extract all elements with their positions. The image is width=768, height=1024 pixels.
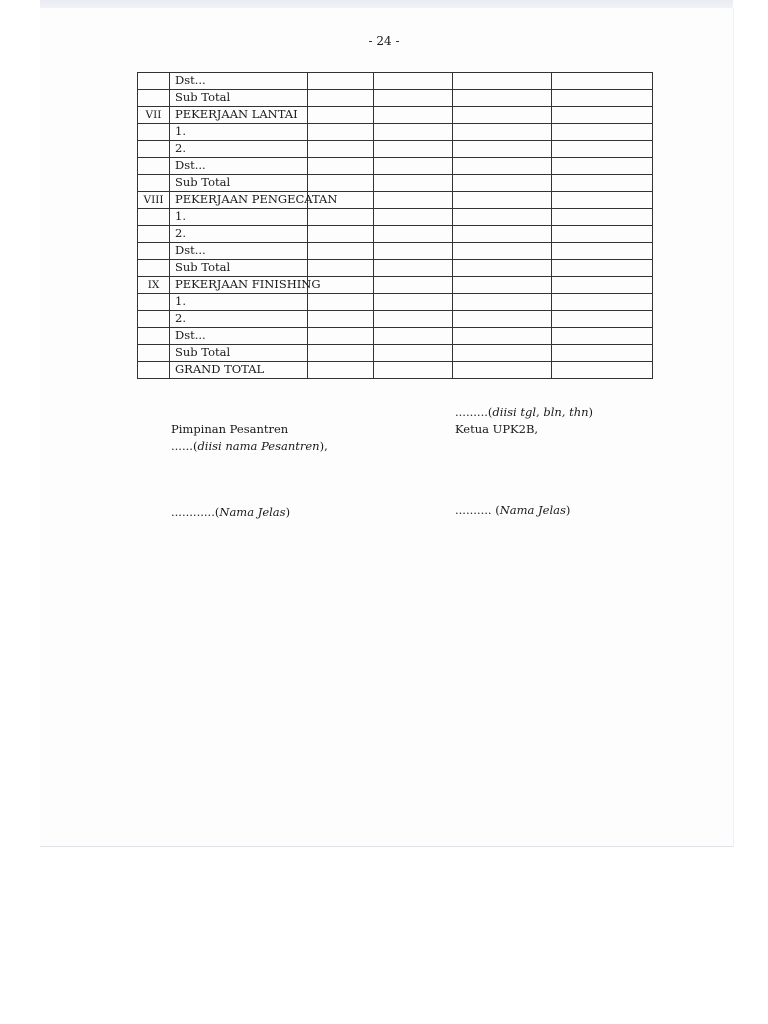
empty-value-cell xyxy=(453,243,552,260)
row-number-cell xyxy=(138,362,170,379)
page-number: - 24 - xyxy=(368,34,400,48)
row-number-cell xyxy=(138,141,170,158)
empty-value-cell xyxy=(374,192,453,209)
right-signer-title: Ketua UPK2B, xyxy=(455,422,539,436)
empty-value-cell xyxy=(552,192,653,209)
description-cell: Dst... xyxy=(170,243,308,260)
empty-value-cell xyxy=(552,209,653,226)
empty-value-cell xyxy=(374,90,453,107)
empty-value-cell xyxy=(374,260,453,277)
empty-value-cell xyxy=(453,277,552,294)
empty-value-cell xyxy=(453,90,552,107)
row-number-cell: VII xyxy=(138,107,170,124)
description-cell: PEKERJAAN PENGECATAN xyxy=(170,192,308,209)
empty-value-cell xyxy=(552,141,653,158)
empty-value-cell xyxy=(552,294,653,311)
empty-value-cell xyxy=(552,175,653,192)
description-cell: Sub Total xyxy=(170,175,308,192)
table-row xyxy=(138,294,653,311)
table-row xyxy=(138,124,653,141)
empty-value-cell xyxy=(374,73,453,90)
empty-value-cell xyxy=(453,311,552,328)
row-number-cell xyxy=(138,294,170,311)
empty-value-cell xyxy=(552,345,653,362)
row-number-cell xyxy=(138,260,170,277)
empty-value-cell xyxy=(308,311,374,328)
row-number-cell xyxy=(138,209,170,226)
empty-value-cell xyxy=(308,209,374,226)
empty-value-cell xyxy=(308,90,374,107)
empty-value-cell xyxy=(374,345,453,362)
empty-value-cell xyxy=(453,209,552,226)
empty-value-cell xyxy=(374,243,453,260)
description-cell: Dst... xyxy=(170,73,308,90)
empty-value-cell xyxy=(308,243,374,260)
table-body xyxy=(138,73,653,379)
table-row xyxy=(138,90,653,107)
empty-value-cell xyxy=(453,73,552,90)
empty-value-cell xyxy=(374,107,453,124)
row-number-cell: IX xyxy=(138,277,170,294)
empty-value-cell xyxy=(308,158,374,175)
table-row xyxy=(138,107,653,124)
empty-value-cell xyxy=(308,294,374,311)
empty-value-cell xyxy=(552,243,653,260)
left-name-placeholder: Nama Jelas xyxy=(219,505,286,519)
left-name-dots: ............ xyxy=(171,505,215,519)
empty-value-cell xyxy=(374,277,453,294)
row-number-cell xyxy=(138,328,170,345)
date-dots: ......... xyxy=(455,405,488,419)
table-row xyxy=(138,243,653,260)
empty-value-cell xyxy=(552,362,653,379)
empty-value-cell xyxy=(552,260,653,277)
left-signer-name-line: ............(Nama Jelas) xyxy=(171,505,291,519)
row-number-cell xyxy=(138,158,170,175)
description-cell: Sub Total xyxy=(170,260,308,277)
description-cell: 1. xyxy=(170,124,308,141)
empty-value-cell xyxy=(453,328,552,345)
empty-value-cell xyxy=(552,124,653,141)
empty-value-cell xyxy=(308,124,374,141)
description-cell: 2. xyxy=(170,226,308,243)
description-cell: PEKERJAAN LANTAI xyxy=(170,107,308,124)
description-cell: Dst... xyxy=(170,328,308,345)
table-row xyxy=(138,345,653,362)
table-row xyxy=(138,277,653,294)
empty-value-cell xyxy=(374,328,453,345)
table-row xyxy=(138,175,653,192)
description-cell: Sub Total xyxy=(170,345,308,362)
table-row xyxy=(138,73,653,90)
empty-value-cell xyxy=(453,345,552,362)
description-cell: Dst... xyxy=(170,158,308,175)
description-cell: GRAND TOTAL xyxy=(170,362,308,379)
empty-value-cell xyxy=(374,311,453,328)
empty-value-cell xyxy=(453,124,552,141)
row-number-cell xyxy=(138,226,170,243)
pesantren-name-line: ......(diisi nama Pesantren), xyxy=(171,439,328,453)
table-row xyxy=(138,141,653,158)
right-signer-name-line: .......... (Nama Jelas) xyxy=(455,503,571,517)
empty-value-cell xyxy=(308,362,374,379)
table-row xyxy=(138,192,653,209)
empty-value-cell xyxy=(453,362,552,379)
empty-value-cell xyxy=(552,328,653,345)
table-row xyxy=(138,328,653,345)
row-number-cell: VIII xyxy=(138,192,170,209)
empty-value-cell xyxy=(308,107,374,124)
row-number-cell xyxy=(138,243,170,260)
empty-value-cell xyxy=(308,73,374,90)
empty-value-cell xyxy=(453,107,552,124)
empty-value-cell xyxy=(308,175,374,192)
empty-value-cell xyxy=(308,345,374,362)
row-number-cell xyxy=(138,90,170,107)
empty-value-cell xyxy=(552,107,653,124)
right-name-dots: .......... xyxy=(455,503,492,517)
description-cell: PEKERJAAN FINISHING xyxy=(170,277,308,294)
empty-value-cell xyxy=(374,362,453,379)
date-line: .........(diisi tgl, bln, thn) xyxy=(455,405,594,419)
empty-value-cell xyxy=(453,175,552,192)
row-number-cell xyxy=(138,175,170,192)
date-placeholder: diisi tgl, bln, thn xyxy=(492,405,589,419)
empty-value-cell xyxy=(374,226,453,243)
empty-value-cell xyxy=(374,141,453,158)
pesantren-dots: ...... xyxy=(171,439,193,453)
left-signer-title: Pimpinan Pesantren xyxy=(171,422,289,436)
row-number-cell xyxy=(138,73,170,90)
empty-value-cell xyxy=(308,141,374,158)
description-cell: 2. xyxy=(170,141,308,158)
empty-value-cell xyxy=(552,226,653,243)
empty-value-cell xyxy=(374,175,453,192)
right-name-placeholder: Nama Jelas xyxy=(499,503,566,517)
empty-value-cell xyxy=(308,226,374,243)
empty-value-cell xyxy=(453,226,552,243)
row-number-cell xyxy=(138,345,170,362)
empty-value-cell xyxy=(453,141,552,158)
row-number-cell xyxy=(138,311,170,328)
cost-estimate-table xyxy=(137,72,653,379)
empty-value-cell xyxy=(374,124,453,141)
empty-value-cell xyxy=(453,294,552,311)
pesantren-placeholder: diisi nama Pesantren xyxy=(197,439,320,453)
empty-value-cell xyxy=(374,209,453,226)
empty-value-cell xyxy=(552,73,653,90)
empty-value-cell xyxy=(453,192,552,209)
empty-value-cell xyxy=(308,328,374,345)
empty-value-cell xyxy=(374,158,453,175)
empty-value-cell xyxy=(552,158,653,175)
description-cell: 2. xyxy=(170,311,308,328)
table-row xyxy=(138,158,653,175)
empty-value-cell xyxy=(552,277,653,294)
table-row xyxy=(138,226,653,243)
table-row xyxy=(138,260,653,277)
empty-value-cell xyxy=(453,158,552,175)
empty-value-cell xyxy=(552,90,653,107)
description-cell: 1. xyxy=(170,209,308,226)
empty-value-cell xyxy=(552,311,653,328)
description-cell: 1. xyxy=(170,294,308,311)
table-row xyxy=(138,209,653,226)
empty-value-cell xyxy=(308,260,374,277)
row-number-cell xyxy=(138,124,170,141)
description-cell: Sub Total xyxy=(170,90,308,107)
empty-value-cell xyxy=(453,260,552,277)
table-row xyxy=(138,311,653,328)
empty-value-cell xyxy=(374,294,453,311)
table-row xyxy=(138,362,653,379)
